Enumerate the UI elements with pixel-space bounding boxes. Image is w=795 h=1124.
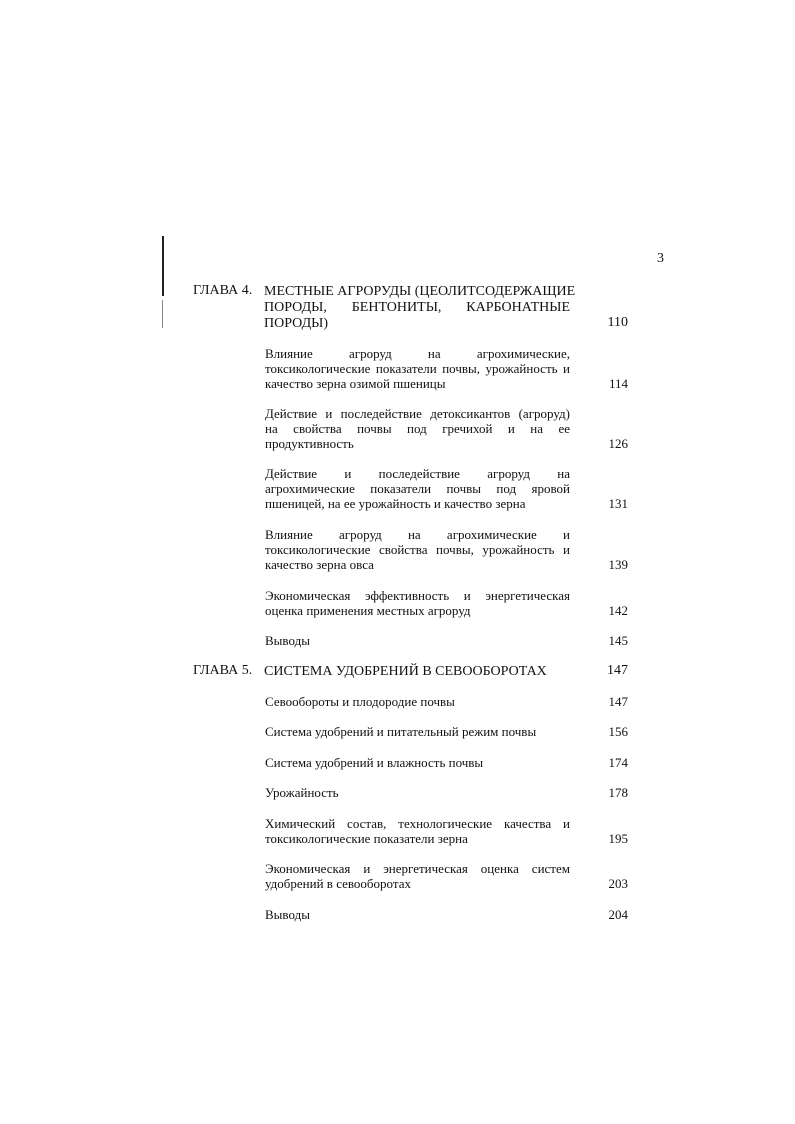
chapter-4-title-line: ПОРОДЫ, БЕНТОНИТЫ, КАРБОНАТНЫЕ xyxy=(264,300,570,315)
toc-entry-line: на свойства почвы под гречихой и на ее xyxy=(265,421,570,436)
toc-entry-line: качество зерна озимой пшеницы xyxy=(265,376,446,391)
chapter-5-label: ГЛАВА 5. xyxy=(193,663,253,678)
page-number: 3 xyxy=(657,251,664,266)
toc-entry-page: 156 xyxy=(608,724,628,739)
toc-entry-line: Экономическая и энергетическая оценка систем xyxy=(265,861,570,876)
toc-entry-line: удобрений в севооборотах xyxy=(265,876,411,891)
toc-entry-line: Действие и последействие агроруд на xyxy=(265,466,570,481)
toc-entry-line: Система удобрений и питательный режим почвы xyxy=(265,724,537,739)
toc-entry-line: продуктивность xyxy=(265,436,354,451)
toc-entry-line: токсикологические свойства почвы, урожайность и xyxy=(265,542,570,557)
scan-edge-line xyxy=(162,300,163,328)
chapter-4-title-line: МЕСТНЫЕ АГРОРУДЫ (ЦЕОЛИТСОДЕРЖАЩИЕ xyxy=(264,284,576,299)
toc-entry-page: 174 xyxy=(608,755,628,770)
toc-entry-line: Выводы xyxy=(265,633,310,648)
toc-entry-page: 131 xyxy=(608,496,628,511)
toc-entry-line: Влияние агроруд на агрохимические и xyxy=(265,527,570,542)
toc-entry-page: 145 xyxy=(608,633,628,648)
toc-entry-line: качество зерна овса xyxy=(265,557,374,572)
toc-entry-line: Урожайность xyxy=(265,785,339,800)
chapter-5-page: 147 xyxy=(607,663,628,678)
toc-entry-page: 142 xyxy=(608,603,628,618)
toc-entry-page: 204 xyxy=(608,907,628,922)
toc-entry-line: Влияние агроруд на агрохимические, xyxy=(265,346,570,361)
toc-entry-line: токсикологические показатели почвы, урожайность и xyxy=(265,361,570,376)
toc-entry-line: токсикологические показатели зерна xyxy=(265,831,468,846)
toc-entry-page: 195 xyxy=(608,831,628,846)
toc-entry-line: Химический состав, технологические качества и xyxy=(265,816,570,831)
scan-edge-line xyxy=(162,236,164,296)
chapter-4-title-line: ПОРОДЫ) xyxy=(264,316,329,331)
chapter-5-title-line: СИСТЕМА УДОБРЕНИЙ В СЕВООБОРОТАХ xyxy=(264,664,547,679)
toc-entry-line: Выводы xyxy=(265,907,310,922)
toc-entry-line: агрохимические показатели почвы под яровой xyxy=(265,481,570,496)
toc-entry-line: пшеницей, на ее урожайность и качество зерна xyxy=(265,496,526,511)
toc-entry-line: Севообороты и плодородие почвы xyxy=(265,694,455,709)
chapter-4-label: ГЛАВА 4. xyxy=(193,283,253,298)
toc-entry-page: 203 xyxy=(608,876,628,891)
toc-entry-line: Действие и последействие детоксикантов (агроруд) xyxy=(265,406,570,421)
chapter-4-page: 110 xyxy=(607,315,628,330)
toc-entry-page: 114 xyxy=(608,376,628,391)
toc-entry-line: оценка применения местных агроруд xyxy=(265,603,471,618)
toc-entry-page: 147 xyxy=(608,694,628,709)
toc-entry-page: 178 xyxy=(608,785,628,800)
toc-entry-line: Система удобрений и влажность почвы xyxy=(265,755,484,770)
toc-entry-line: Экономическая эффективность и энергетическая xyxy=(265,588,570,603)
toc-entry-page: 126 xyxy=(608,436,628,451)
toc-entry-page: 139 xyxy=(608,557,628,572)
